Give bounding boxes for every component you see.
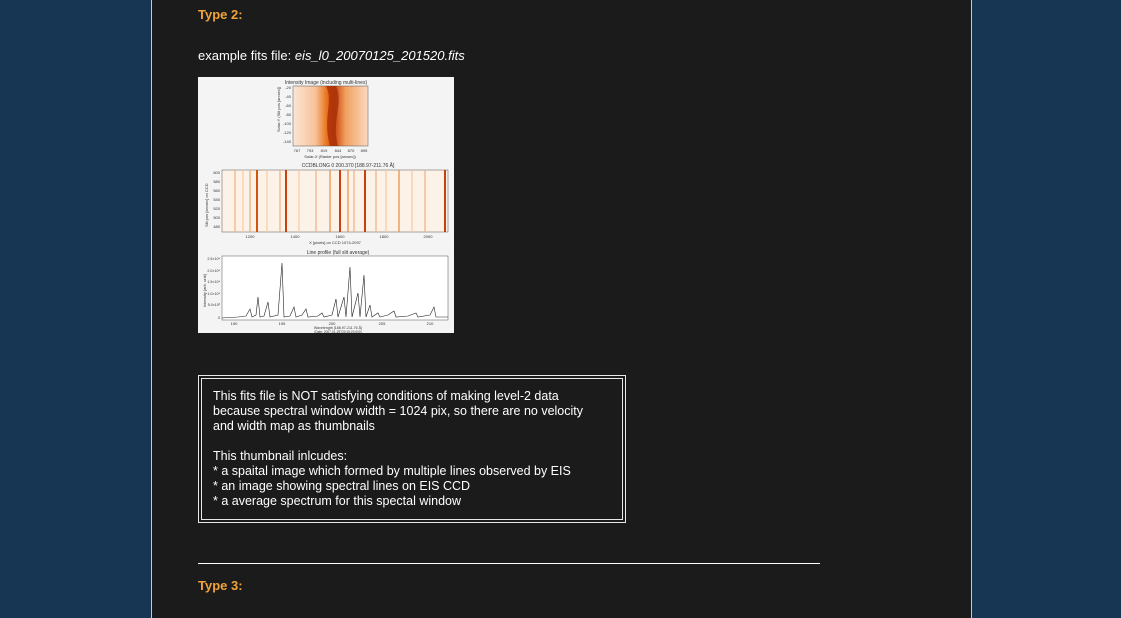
svg-text:-80: -80 [285,112,291,117]
panel2-xticks [246,234,434,239]
svg-text:1800: 1800 [379,234,389,239]
svg-text:600: 600 [213,170,220,175]
info-line-2: because spectral window width = 1024 pix, so there are no velocity [213,404,584,418]
svg-text:5.0×10³: 5.0×10³ [207,303,220,307]
panel1-yticks [283,85,292,144]
svg-text:580: 580 [213,179,220,184]
svg-text:-120: -120 [282,130,291,135]
svg-text:Slit pos [arcsec] on CCD: Slit pos [arcsec] on CCD [204,183,209,227]
svg-text:Intensity [arb. unit]: Intensity [arb. unit] [202,274,207,307]
svg-text:Solar-X (Raster pos [arcsec]): Solar-X (Raster pos [arcsec]) [304,154,356,159]
info-line-6: * an image showing spectral lines on EIS CCD [213,479,471,493]
svg-text:480: 480 [213,224,220,229]
type3-heading: Type 3: [198,578,243,593]
info-line-1: This fits file is NOT satisfying conditions of making level-2 data [213,389,559,403]
svg-text:870: 870 [347,148,355,153]
svg-text:500: 500 [213,215,220,220]
info-line-4: This thumbnail inlcudes: [213,449,348,463]
svg-text:0: 0 [218,316,220,320]
panel2-yticks [213,170,220,229]
svg-text:190: 190 [230,321,238,326]
svg-text:2.5×10⁴: 2.5×10⁴ [207,257,220,261]
svg-text:210: 210 [426,321,434,326]
svg-text:520: 520 [213,206,220,211]
panel1-title: Intensity Image (including multi-lines) [284,80,368,86]
info-line-5: * a spaital image which formed by multiple lines observed by EIS [213,464,571,478]
panel3-yticks [207,257,220,320]
eis-thumbnail-image[interactable] [198,77,454,333]
panel1-xticks [294,148,368,153]
svg-text:1600: 1600 [335,234,345,239]
panel3-title: Line profile (full slit average) [306,250,370,256]
svg-text:-40: -40 [285,94,291,99]
svg-text:-100: -100 [282,121,291,126]
svg-text:1400: 1400 [290,234,300,239]
svg-text:1.0×10⁴: 1.0×10⁴ [207,292,220,296]
svg-text:195: 195 [278,321,286,326]
info-line-3: and width map as thumbnails [213,419,375,433]
svg-text:767: 767 [293,148,301,153]
svg-text:(Date: 2007-01-25T20:15:20.000: (Date: 2007-01-25T20:15:20.000) [314,330,362,333]
svg-text:205: 205 [378,321,386,326]
svg-text:Wavelength [188.97-211.76 Å]: Wavelength [188.97-211.76 Å] [313,326,363,330]
svg-text:895: 895 [360,148,368,153]
svg-text:-140: -140 [282,139,291,144]
svg-text:2000: 2000 [423,234,433,239]
svg-text:-60: -60 [285,103,291,108]
svg-text:-20: -20 [285,85,291,90]
svg-text:540: 540 [213,197,220,202]
info-box [198,375,626,523]
section-divider [198,563,820,564]
svg-text:200: 200 [328,321,336,326]
type2-heading: Type 2: [198,7,243,22]
svg-text:X [pixels] on CCD 1074-2097: X [pixels] on CCD 1074-2097 [309,240,361,245]
example-fits-line [198,48,465,63]
example-prefix: example fits file: [198,48,295,63]
svg-text:793: 793 [306,148,314,153]
svg-text:844: 844 [334,148,342,153]
info-line-7: * a average spectrum for this spectal window [213,494,462,508]
svg-text:1.5×10⁴: 1.5×10⁴ [207,280,220,284]
svg-text:560: 560 [213,188,220,193]
panel2-title: CCDBLONG 0 200.370 [188.97-211.76 Å] [301,163,395,169]
example-filename: eis_l0_20070125_201520.fits [294,48,465,63]
svg-text:1200: 1200 [245,234,255,239]
svg-text:2.0×10⁴: 2.0×10⁴ [207,269,220,273]
svg-text:819: 819 [320,148,328,153]
svg-text:Solar-Y (Slit pos [arcsec]): Solar-Y (Slit pos [arcsec]) [276,86,281,132]
